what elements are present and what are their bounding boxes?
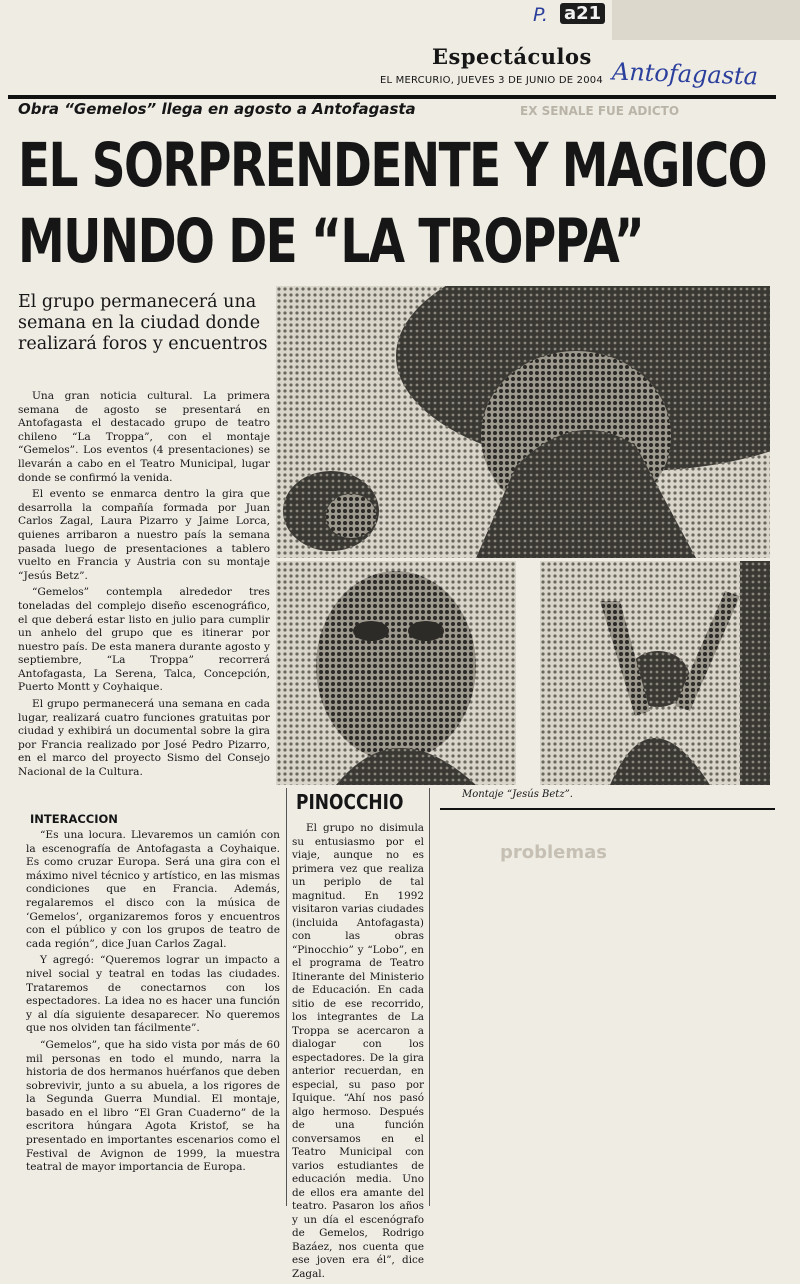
- paragraph: Y agregó: “Queremos lograr un impacto a nivel social y teatral en todas las ciudades. Trataremos de conectarnos con los espectadores. La idea no es hacer una función y al día siguiente desaparecer. No queremos que nos olviden tan fácilmente”.: [26, 954, 280, 1035]
- article-body-part-2: [26, 829, 280, 1178]
- subhead: INTERACCION: [30, 812, 118, 826]
- headline-line-1: EL SORPRENDENTE Y MAGICO: [18, 130, 767, 201]
- photo-caption: Montaje “Jesús Betz”.: [462, 789, 573, 800]
- paragraph: Una gran noticia cultural. La primera semana de agosto se presentará en Antofagasta el destacado grupo de teatro chileno “La Troppa”, con el montaje “Gemelos”. Los eventos (4 presentaciones) se llevarán a cabo en el Teatro Municipal, lugar donde se confirmó la venida.: [18, 390, 270, 484]
- headline-line-2: MUNDO DE “LA TROPPA”: [18, 206, 644, 277]
- header-rule: [8, 95, 776, 99]
- caption-rule: [440, 808, 775, 810]
- section-title: Espectáculos: [432, 44, 592, 69]
- page-number-badge: a21: [560, 3, 605, 24]
- handwritten-city-annotation: Antofagasta: [611, 57, 759, 91]
- paragraph: “Gemelos” contempla alrededor tres toneladas del complejo diseño escenográfico, el que deberá estar listo en julio para cumplir un anhelo del grupo que es itinerar por nuestro país. De esta manera durante agosto y septiembre, “La Troppa” recorrerá Antofagasta, La Serena, Talca, Concepción, Puerto Montt y Coyhaique.: [18, 586, 270, 694]
- paragraph: El grupo permanecerá una semana en cada lugar, realizará cuatro funciones gratuitas por ciudad y exhibirá un documental sobre la gira por Francia realizado por José Pedro Pizarro, en el marco del proyecto Sismo del Consejo Nacional de la Cultura.: [18, 698, 270, 779]
- bleed-through-heading: problemas: [500, 842, 608, 863]
- paragraph: “Es una locura. Llevaremos un camión con la escenografía de Antofagasta a Coyhaique. Es como cruzar Europa. Será una gira con el máximo nivel técnico y artístico, en las mismas condiciones que en Francia. Además, regalaremos el disco con la música de ‘Gemelos’, organizaremos foros y encuentros con el público y con los grupos de teatro de cada región”, dice Juan Carlos Zagal.: [26, 829, 280, 950]
- dateline: EL MERCURIO, JUEVES 3 DE JUNIO DE 2004: [380, 75, 603, 86]
- sidebar-body: [292, 822, 424, 1284]
- paragraph: El evento se enmarca dentro la gira que desarrolla la compañía formada por Juan Carlos Zagal, Laura Pizarro y Jaime Lorca, quienes arribaron a nuestro país la semana pasada luego de presentaciones a tablero vuelto en Francia y Austria con su montaje “Jesús Betz”.: [18, 488, 270, 582]
- photo-figure-raised-arms: [540, 561, 770, 785]
- handwritten-annotation-p: P.: [533, 4, 548, 26]
- paragraph: El grupo no disimula su entusiasmo por el viaje, aunque no es primera vez que realiza un periplo de tal magnitud. En 1992 visitaron varias ciudades (incluida Antofagasta) con las obras “Pinocchio” y “Lobo”, en el programa de Teatro Itinerante del Ministerio de Educación. En cada sitio de ese recorrido, los integrantes de La Troppa se acercaron a dialogar con los espectadores. De la gira anterior recuerdan, en especial, su paso por Iquique. “Ahí nos pasó algo hermoso. Después de una función conversamos en el Teatro Municipal con varios estudiantes de educación media. Uno de ellos era amante del teatro. Pasaron los años y un día el escenógrafo de Gemelos, Rodrigo Bazáez, nos cuenta que ese joven era él”, dice Zagal.: [292, 822, 424, 1280]
- headline: [18, 128, 767, 280]
- bleed-through-heading: EX SENALE FUE ADICTO: [520, 104, 680, 118]
- bleed-through-area: [612, 0, 800, 40]
- article-body-part-1: [18, 390, 270, 783]
- sidebar-title: PINOCCHIO: [296, 790, 404, 814]
- paragraph: “Gemelos”, que ha sido vista por más de 60 mil personas en todo el mundo, narra la historia de dos hermanos huérfanos que deben sobrevivir, junto a su abuela, a los rigores de la Segunda Guerra Mundial. El montaje, basado en el libro “El Gran Cuaderno” de la escritora húngara Agota Kristof, se ha presentado en importantes escenarios como el Festival de Avignon de 1999, la muestra teatral de mayor importancia de Europa.: [26, 1038, 280, 1174]
- photo-performer-with-hat: [276, 286, 770, 558]
- photo-face-closeup: [276, 561, 516, 785]
- deck: El grupo permanecerá una semana en la ciudad donde realizará foros y encuentros: [18, 292, 268, 354]
- kicker: Obra “Gemelos” llega en agosto a Antofagasta: [18, 100, 416, 118]
- bleed-through-area: [440, 812, 780, 872]
